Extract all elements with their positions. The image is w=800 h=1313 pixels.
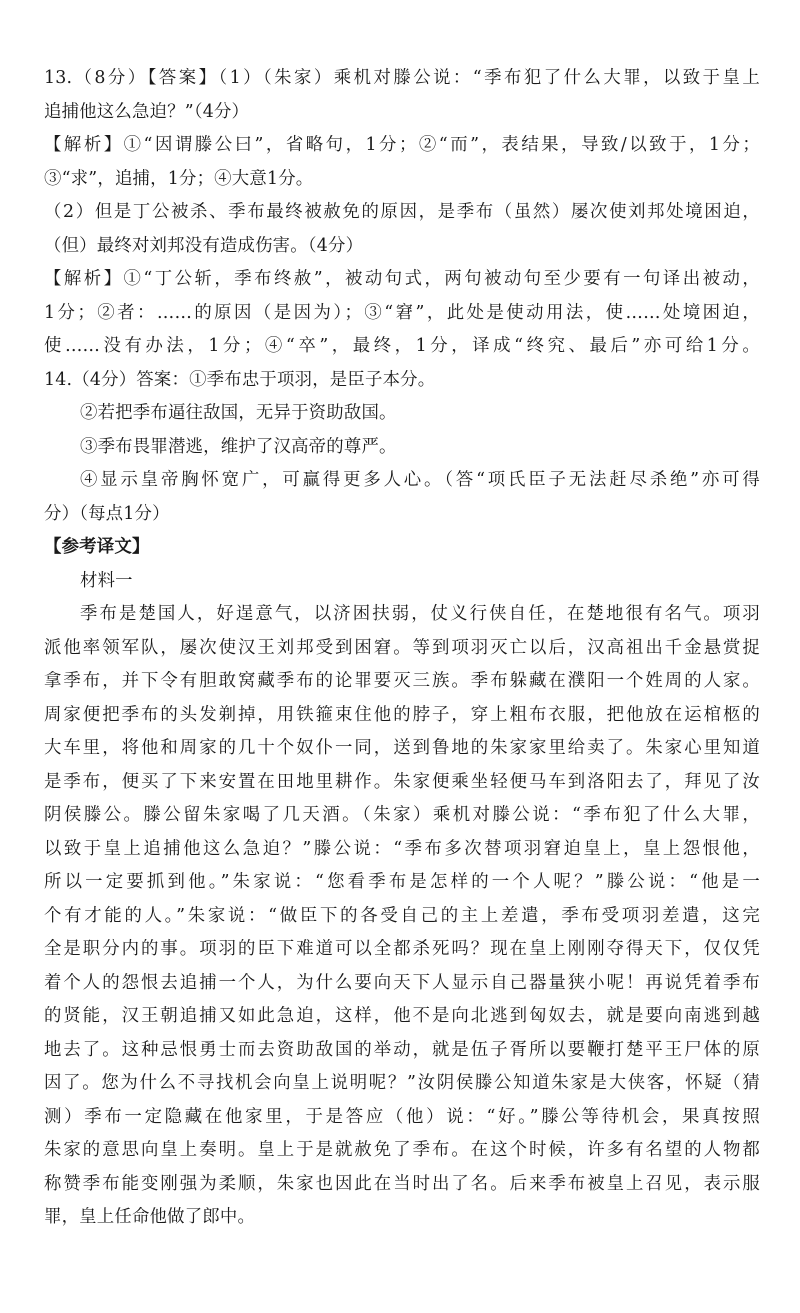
translation-line: 全是职分内的事。项羽的臣下难道可以全都杀死吗？现在皇上刚刚夺得天下，仅仅凭 [44,939,760,959]
q13-analysis-2-line-3: 使……没有办法，1分；④“卒”，最终，1分，译成“终究、最后”亦可给1分。 [44,336,760,356]
q13-analysis-1-line-1: 【解析】①“因谓滕公曰”，省略句，1分；②“而”，表结果，导致/以致于，1分； [44,135,760,155]
q14-scoring-note: 分）（每点1分） [44,503,170,524]
translation-line: 个有才能的人。”朱家说：“做臣下的各受自己的主上差遣，季布受项羽差遣，这完 [44,905,760,926]
translation-line: 所以一定要抓到他。”朱家说：“您看季布是怎样的一个人呢？”滕公说：“他是一 [44,872,760,892]
translation-heading: 【参考译文】 [44,537,150,557]
q13-analysis-1-line-2: ③“求”，追捕，1分；④大意1分。 [44,168,314,189]
q13-analysis-2-line-2: 1分；②者：……的原因（是因为）；③“窘”，此处是使动用法，使……处境困迫， [44,302,760,323]
q13-answer-line-2: 追捕他这么急迫？”（4分） [44,101,250,122]
q13-answer-2-line-1: （2）但是丁公被杀、季布最终被赦免的原因，是季布（虽然）屡次使刘邦处境困迫， [44,202,760,222]
translation-line: 测）季布一定隐藏在他家里，于是答应（他）说：“好。”滕公等待机会，果真按照 [44,1106,760,1127]
q13-answer-2-line-2: （但）最终对刘邦没有造成伤害。（4分） [44,235,364,256]
q14-answer-point-4: ④显示皇帝胸怀宽广，可赢得更多人心。（答“项氏臣子无法赶尽杀绝”亦可得 [80,470,760,490]
translation-line: 拿季布，并下令有胆敢窝藏季布的论罪要灭三族。季布躲藏在濮阳一个姓周的人家。 [44,671,760,691]
material-one-title: 材料一 [80,570,133,591]
translation-line: 以致于皇上追捕他这么急迫？”滕公说：“季布多次替项羽窘迫皇上，皇上怨恨他， [44,838,760,859]
q14-answer-point-1: 14.（4分）答案：①季布忠于项羽，是臣子本分。 [44,369,436,390]
translation-line: 朱家的意思向皇上奏明。皇上于是就赦免了季布。在这个时候，许多有名望的人物都 [44,1140,760,1160]
translation-line: 派他率领军队，屡次使汉王刘邦受到困窘。等到项羽灭亡以后，汉高祖出千金悬赏捉 [44,637,760,658]
translation-line: 的贤能，汉王朝追捕又如此急迫，这样，他不是向北逃到匈奴去，就是要向南逃到越 [44,1006,760,1026]
q14-answer-point-3: ③季布畏罪潜逃，维护了汉高帝的尊严。 [80,436,397,457]
document-page [44,62,760,1235]
translation-line: 着个人的怨恨去追捕一个人，为什么要向天下人显示自己器量狭小呢！再说凭着季布 [44,972,760,993]
translation-line: 因了。您为什么不寻找机会向皇上说明呢？”汝阴侯滕公知道朱家是大侠客，怀疑（猜 [44,1073,760,1093]
q13-answer-line-1: 13.（8分）【答案】（1）（朱家）乘机对滕公说：“季布犯了什么大罪，以致于皇上 [44,68,760,88]
translation-line: 阴侯滕公。滕公留朱家喝了几天酒。（朱家）乘机对滕公说：“季布犯了什么大罪， [44,805,760,825]
translation-line: 罪，皇上任命他做了郎中。 [44,1207,256,1227]
translation-line: 大车里，将他和周家的几十个奴仆一同，送到鲁地的朱家家里给卖了。朱家心里知道 [44,738,760,758]
translation-line: 季布是楚国人，好逞意气，以济困扶弱，仗义行侠自任，在楚地很有名气。项羽 [80,604,760,624]
translation-line: 地去了。这种忌恨勇士而去资助敌国的举动，就是伍子胥所以要鞭打楚平王尸体的原 [44,1039,760,1060]
translation-line: 称赞季布能变刚强为柔顺，朱家也因此在当时出了名。后来季布被皇上召见，表示服 [44,1173,760,1194]
q14-answer-point-2: ②若把季布逼往敌国，无异于资助敌国。 [80,403,397,423]
translation-line: 是季布，便买了下来安置在田地里耕作。朱家便乘坐轻便马车到洛阳去了，拜见了汝 [44,771,760,792]
translation-line: 周家便把季布的头发剃掉，用铁箍束住他的脖子，穿上粗布衣服，把他放在运棺柩的 [44,704,760,725]
q13-analysis-2-line-1: 【解析】①“丁公斩，季布终赦”，被动句式，两句被动句至少要有一句译出被动， [44,269,760,289]
